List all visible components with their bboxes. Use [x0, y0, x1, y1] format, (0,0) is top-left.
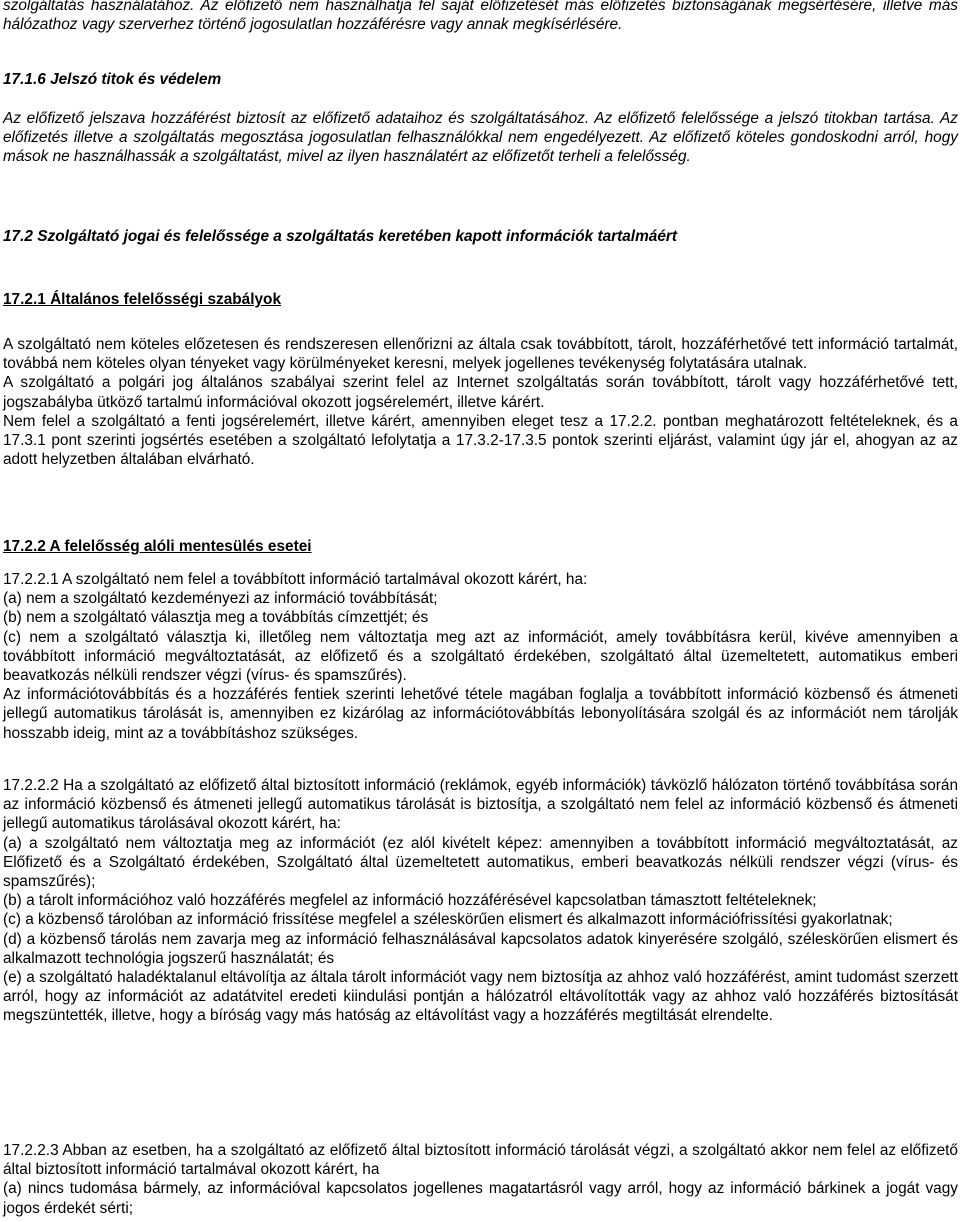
clause-17-2-2-3-lead: 17.2.2.3 Abban az esetben, ha a szolgáltató az előfizető által biztosított információ tárolását végzi, a szolgáltató akkor nem felel az előfizető által biztosított információ tartalmával okozott kárért, ha	[3, 1142, 958, 1179]
section-17-2-2-1	[3, 570, 958, 743]
section-17-2-1-p3: Nem felel a szolgáltató a fenti jogsérelemért, illetve kárért, amennyiben eleget tesz a 17.2.2. pontban meghatározott feltételeknek, és a 17.3.1 pont szerinti jogsértés esetében a szolgáltató lefolytatja a 17.3.2-17.3.5 pontok szerinti eljárást, valamint úgy jár el, ahogyan az az adott helyzetben általában elvárható.	[3, 412, 958, 469]
section-17-2-1-body	[3, 335, 958, 469]
section-17-2-2-3	[3, 1141, 958, 1218]
clause-17-2-2-2-e: (e) a szolgáltató haladéktalanul eltávolítja az általa tárolt információt vagy nem biztosítja az ahhoz való hozzáférést, amint tudomást szerzett arról, hogy az információt az adatátvitel eredeti kiindulási pontján a hálózatról eltávolították vagy az ahhoz való hozzáférés biztosítását megszüntették, illetve, hogy a bíróság vagy más hatóság az eltávolítást vagy a hozzáférés megtiltását elrendelte.	[3, 969, 958, 1025]
section-17-2-heading: 17.2 Szolgáltató jogai és felelőssége a szolgáltatás keretében kapott információk tartalmáért	[3, 228, 678, 245]
clause-17-2-2-3-a: (a) nincs tudomása bármely, az információval kapcsolatos jogellenes magatartásról vagy arról, hogy az információ bárkinek a jogát vagy jogos érdekét sérti;	[3, 1180, 958, 1217]
clause-17-2-2-1-lead: 17.2.2.1 A szolgáltató nem felel a továbbított információ tartalmával okozott kárért, ha:	[3, 571, 588, 588]
section-17-2-1-heading-text: 17.2.1 Általános felelősségi szabályok	[3, 291, 282, 308]
clause-17-2-2-1-a: (a) nem a szolgáltató kezdeményezi az információ továbbítását;	[3, 590, 438, 608]
clause-17-2-2-2-c: (c) a közbenső tárolóban az információ frissítése megfelel a széleskörűen elismert és alkalmazott információfrissítési gyakorlatnak;	[3, 911, 893, 929]
section-17-2-2-heading	[3, 537, 312, 556]
clause-17-2-2-2-d: (d) a közbenső tárolás nem zavarja meg az információ felhasználásával kapcsolatos adatok kinyerésére szolgáló, széleskörűen elismert és alkalmazott technológia jogszerű használatát; és	[3, 930, 958, 967]
section-17-2-1-heading	[3, 290, 281, 309]
section-17-2-2-2	[3, 776, 958, 1026]
section-17-1-6-heading: 17.1.6 Jelszó titok és védelem	[3, 71, 222, 88]
clause-17-2-2-1-b: (b) nem a szolgáltató választja meg a továbbítás címzettjét; és	[3, 609, 429, 627]
section-17-2-1-p1: A szolgáltató nem köteles előzetesen és rendszeresen ellenőrizni az általa csak továbbított, tárolt, hozzáférhetővé tett információ tartalmát, továbbá nem köteles olyan tényeket vagy körülményeket keresni, melyek jogellenes tevékenység folytatására utalnak.	[3, 336, 958, 373]
clause-17-2-2-1-c: (c) nem a szolgáltató választja ki, illetőleg nem változtatja meg azt az információt, amely továbbításra kerül, kivéve amennyiben a továbbított információ megváltoztatását, az előfizető és a szolgáltató érdekében, szolgáltató által üzemeltetett, automatikus emberi beavatkozás nélküli rendszer végzi (vírus- és spamszűrés).	[3, 628, 958, 685]
section-17-2-1-p2: A szolgáltató a polgári jog általános szabályai szerint felel az Internet szolgáltatás során továbbított, tárolt vagy hozzáférhetővé tett, jogszabályba ütköző tartalmú információval okozott jogsérelemért, illetve kárért.	[3, 374, 958, 411]
intro-paragraph: szolgáltatás használatához. Az előfizető nem használhatja fel saját előfizetését más előfizetés biztonságának megsértésére, illetve más hálózathoz vagy szerverhez történő jogosulatlan hozzáférésre vagy annak megkísérlésére.	[3, 0, 958, 34]
section-17-1-6-body: Az előfizető jelszava hozzáférést biztosít az előfizető adataihoz és szolgáltatásához. Az előfizető felelőssége a jelszó titokban tartása. Az előfizetés illetve a szolgáltatás megosztása jogosulatlan felhasználókkal nem engedélyezett. Az előfizető köteles gondoskodni arról, hogy mások ne használhassák a szolgáltatást, mivel az ilyen használatért az előfizetőt terheli a felelősség.	[3, 110, 958, 166]
clause-17-2-2-1-tail: Az információtovábbítás és a hozzáférés fentiek szerinti lehetővé tétele magában foglalja a továbbított információ közbenső és átmeneti jellegű automatikus tárolását is, amennyiben ez kizárólag az információtovábbítás lebonyolítására szolgál és az információt nem tárolják hosszabb ideig, mint az a továbbításhoz szükséges.	[3, 686, 958, 742]
clause-17-2-2-2-lead: 17.2.2.2 Ha a szolgáltató az előfizető által biztosított információ (reklámok, egyéb információk) távközlő hálózaton történő továbbítása során az információ közbenső és átmeneti jellegű automatikus tárolását is biztosítja, a szolgáltató nem felel az információ közbenső és átmeneti jellegű automatikus tárolásával okozott kárért, ha:	[3, 777, 958, 833]
section-17-2-2-heading-text: 17.2.2 A felelősség alóli mentesülés esetei	[3, 538, 312, 555]
clause-17-2-2-2-a: (a) a szolgáltató nem változtatja meg az információt (ez alól kivételt képez: amennyiben a továbbított információ megváltoztatását, az Előfizető és a Szolgáltató érdekében, Szolgáltató által üzemeltetett automatikus, emberi beavatkozás nélküli rendszer végzi (vírus- és spamszűrés);	[3, 834, 958, 891]
clause-17-2-2-2-b: (b) a tárolt információhoz való hozzáférés megfelel az információ hozzáférésével kapcsolatban támasztott feltételeknek;	[3, 892, 817, 910]
